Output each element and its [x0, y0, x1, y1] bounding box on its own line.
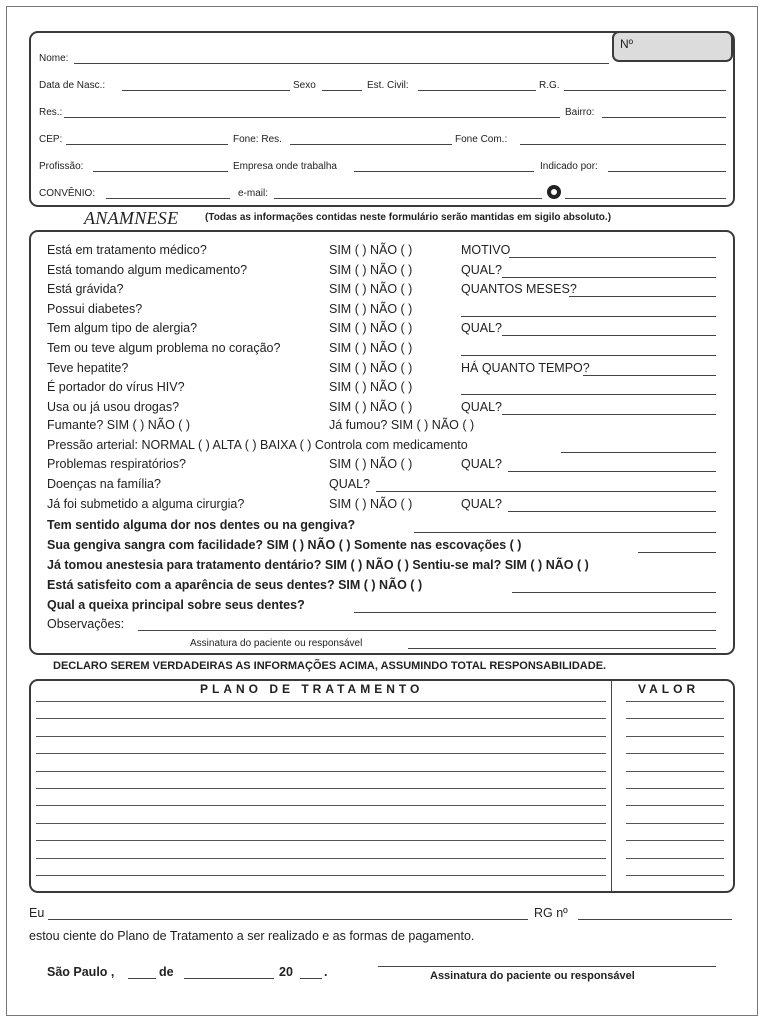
month-field[interactable]	[184, 978, 274, 979]
day-field[interactable]	[128, 978, 156, 979]
family-disease-label: QUAL?	[329, 477, 370, 491]
smoker-text: Fumante? SIM ( ) NÃO ( )	[47, 418, 191, 432]
yes-no-options[interactable]: SIM ( ) NÃO ( )	[329, 380, 413, 394]
family-disease-text: Doenças na família?	[47, 477, 161, 491]
footer-name-field[interactable]	[48, 919, 528, 920]
treatment-plan-title: PLANO DE TRATAMENTO	[200, 682, 424, 696]
value-line[interactable]	[626, 753, 724, 754]
value-line[interactable]	[626, 788, 724, 789]
anamnese-question: Usa ou já usou drogas?	[47, 400, 180, 414]
tooth-pain-question: Tem sentido alguma dor nos dentes ou na gengiva?	[47, 518, 356, 532]
date-period: .	[324, 965, 328, 979]
yes-no-options[interactable]: SIM ( ) NÃO ( )	[329, 302, 413, 316]
treatment-line[interactable]	[36, 875, 606, 876]
address-field[interactable]	[64, 117, 560, 118]
home-phone-field[interactable]	[290, 144, 452, 145]
email-label: e-mail:	[238, 188, 269, 199]
footer-rg-field[interactable]	[578, 919, 732, 920]
marital-status-field[interactable]	[418, 90, 536, 91]
work-phone-label: Fone Com.:	[455, 134, 508, 145]
question-extra-label: QUAL?	[461, 321, 502, 335]
satisfaction-field[interactable]	[512, 592, 716, 593]
awareness-statement: estou ciente do Plano de Tratamento a ser realizado e as formas de pagamento.	[29, 929, 475, 943]
record-number-field[interactable]	[612, 31, 733, 62]
value-line[interactable]	[626, 840, 724, 841]
treatment-line[interactable]	[36, 718, 606, 719]
anamnese-question: Teve hepatite?	[47, 361, 129, 375]
anamnese-signature-field[interactable]	[408, 648, 716, 649]
insurance-label: CONVÊNIO:	[39, 188, 96, 199]
sex-field[interactable]	[322, 90, 362, 91]
respiratory-options[interactable]: SIM ( ) NÃO ( )	[329, 457, 413, 471]
question-answer-field[interactable]	[502, 414, 716, 415]
value-line[interactable]	[626, 823, 724, 824]
anamnese-question: Possui diabetes?	[47, 302, 143, 316]
treatment-plan-box	[29, 679, 735, 893]
home-phone-label: Fone: Res.	[233, 134, 282, 145]
yes-no-options[interactable]: SIM ( ) NÃO ( )	[329, 400, 413, 414]
year-field[interactable]	[300, 978, 322, 979]
birthdate-label: Data de Nasc.:	[39, 80, 106, 91]
treatment-line[interactable]	[36, 771, 606, 772]
question-extra-label: QUANTOS MESES?	[461, 282, 577, 296]
surgery-question	[47, 497, 244, 513]
blood-pressure-text: Pressão arterial: NORMAL ( ) ALTA ( ) BAIXA ( ) Controla com medicamento	[47, 438, 468, 452]
treatment-line[interactable]	[36, 788, 606, 789]
footer-signature-label: Assinatura do paciente ou responsável	[430, 970, 635, 982]
surgery-text: Já foi submetido a alguma cirurgia?	[47, 497, 245, 511]
anamnese-question: Tem algum tipo de alergia?	[47, 321, 198, 335]
insurance-field[interactable]	[106, 198, 230, 199]
yes-no-options[interactable]: SIM ( ) NÃO ( )	[329, 341, 413, 355]
main-complaint-field[interactable]	[354, 612, 716, 613]
question-extra-label: QUAL?	[461, 263, 502, 277]
value-line[interactable]	[626, 875, 724, 876]
respiratory-extra: QUAL?	[461, 457, 502, 471]
blood-pressure-question	[47, 438, 468, 454]
declaration-text: DECLARO SEREM VERDADEIRAS AS INFORMAÇÕES ACIMA, ASSUMINDO TOTAL RESPONSABILIDADE.	[53, 660, 607, 672]
question-extra-label: MOTIVO	[461, 243, 511, 257]
referred-by-label: Indicado por:	[540, 161, 598, 172]
yes-no-options[interactable]: SIM ( ) NÃO ( )	[329, 282, 413, 296]
respiratory-question	[47, 457, 186, 473]
question-answer-field[interactable]	[461, 394, 716, 395]
smoker-question	[47, 418, 190, 434]
respiratory-text: Problemas respiratórios?	[47, 457, 186, 471]
rg-field[interactable]	[564, 90, 726, 91]
blood-pressure-field[interactable]	[561, 452, 716, 453]
yes-no-options[interactable]: SIM ( ) NÃO ( )	[329, 321, 413, 335]
anesthesia-question[interactable]: Já tomou anestesia para tratamento dentário? SIM ( ) NÃO ( ) Sentiu-se mal? SIM ( ) NÃO ( )	[47, 558, 589, 572]
birthdate-field[interactable]	[122, 90, 290, 91]
tooth-pain-field[interactable]	[414, 532, 716, 533]
question-answer-field[interactable]	[461, 316, 716, 317]
question-extra-label: HÁ QUANTO TEMPO?	[461, 361, 590, 375]
value-line[interactable]	[626, 858, 724, 859]
treatment-line[interactable]	[36, 823, 606, 824]
yes-no-options[interactable]: SIM ( ) NÃO ( )	[329, 263, 413, 277]
anamnese-question: É portador do vírus HIV?	[47, 380, 185, 394]
value-line[interactable]	[626, 701, 724, 702]
family-disease-question	[47, 477, 161, 493]
footer-eu-label: Eu	[29, 906, 45, 920]
anamnese-question: Tem ou teve algum problema no coração?	[47, 341, 281, 355]
question-extra-label: QUAL?	[461, 400, 502, 414]
address-label: Res.:	[39, 107, 63, 118]
question-answer-field[interactable]	[502, 277, 716, 278]
work-phone-field[interactable]	[520, 144, 726, 145]
former-smoker-text: Já fumou? SIM ( ) NÃO ( )	[329, 418, 475, 432]
main-complaint-question: Qual a queixa principal sobre seus dentes?	[47, 598, 305, 612]
neighborhood-field[interactable]	[602, 117, 726, 118]
footer-rg-label: RG nº	[534, 906, 568, 920]
footer-signature-field[interactable]	[378, 966, 716, 967]
anamnese-question: Está tomando algum medicamento?	[47, 263, 248, 277]
cep-label: CEP:	[39, 134, 63, 145]
value-line[interactable]	[626, 736, 724, 737]
question-answer-field[interactable]	[583, 375, 716, 376]
surgery-extra: QUAL?	[461, 497, 502, 511]
profession-field[interactable]	[93, 171, 228, 172]
email-field[interactable]	[274, 198, 542, 199]
year-prefix: 20	[279, 965, 293, 979]
satisfaction-question[interactable]: Está satisfeito com a aparência de seus dentes? SIM ( ) NÃO ( )	[47, 578, 423, 592]
sex-label: Sexo	[293, 80, 316, 91]
question-answer-field[interactable]	[509, 257, 716, 258]
anamnese-question: Está em tratamento médico?	[47, 243, 207, 257]
value-column-divider	[611, 681, 612, 891]
cep-field[interactable]	[66, 144, 228, 145]
treatment-line[interactable]	[36, 736, 606, 737]
anamnese-signature-label: Assinatura do paciente ou responsável	[190, 638, 363, 649]
employer-field[interactable]	[354, 171, 534, 172]
treatment-line[interactable]	[36, 840, 606, 841]
value-line[interactable]	[626, 805, 724, 806]
yes-no-options[interactable]: SIM ( ) NÃO ( )	[329, 361, 413, 375]
treatment-line[interactable]	[36, 701, 606, 702]
rg-label: R.G.	[539, 80, 560, 91]
whatsapp-icon	[547, 185, 561, 199]
confidentiality-note: (Todas as informações contidas neste formulário serão mantidas em sigilo absoluto.)	[205, 212, 612, 223]
surgery-options[interactable]: SIM ( ) NÃO ( )	[329, 497, 413, 511]
name-label: Nome:	[39, 53, 69, 64]
neighborhood-label: Bairro:	[565, 107, 595, 118]
anamnese-title: ANAMNESE	[84, 208, 179, 228]
question-answer-field[interactable]	[502, 335, 716, 336]
city-label: São Paulo ,	[47, 965, 115, 979]
respiratory-field[interactable]	[508, 471, 716, 472]
yes-no-options[interactable]: SIM ( ) NÃO ( )	[329, 243, 413, 257]
value-line[interactable]	[626, 718, 724, 719]
gum-bleeding-question[interactable]: Sua gengiva sangra com facilidade? SIM ( ) NÃO ( ) Somente nas escovações ( )	[47, 538, 522, 552]
treatment-line[interactable]	[36, 805, 606, 806]
profession-label: Profissão:	[39, 161, 84, 172]
observations-field[interactable]	[138, 630, 716, 631]
name-field[interactable]	[74, 63, 609, 64]
gum-bleeding-field[interactable]	[638, 552, 716, 553]
former-smoker-question	[329, 418, 474, 434]
record-number-label: Nº	[620, 37, 634, 51]
whatsapp-field[interactable]	[565, 198, 726, 199]
de-label: de	[159, 965, 174, 979]
observations-label: Observações:	[47, 617, 125, 631]
family-disease-field[interactable]	[376, 491, 716, 492]
referred-by-field[interactable]	[608, 171, 726, 172]
question-answer-field[interactable]	[461, 355, 716, 356]
value-column-title: VALOR	[638, 682, 700, 696]
treatment-line[interactable]	[36, 858, 606, 859]
treatment-line[interactable]	[36, 753, 606, 754]
value-line[interactable]	[626, 771, 724, 772]
anamnese-question: Está grávida?	[47, 282, 124, 296]
employer-label: Empresa onde trabalha	[233, 161, 337, 172]
question-answer-field[interactable]	[569, 296, 716, 297]
surgery-field[interactable]	[508, 511, 716, 512]
marital-status-label: Est. Civil:	[367, 80, 409, 91]
